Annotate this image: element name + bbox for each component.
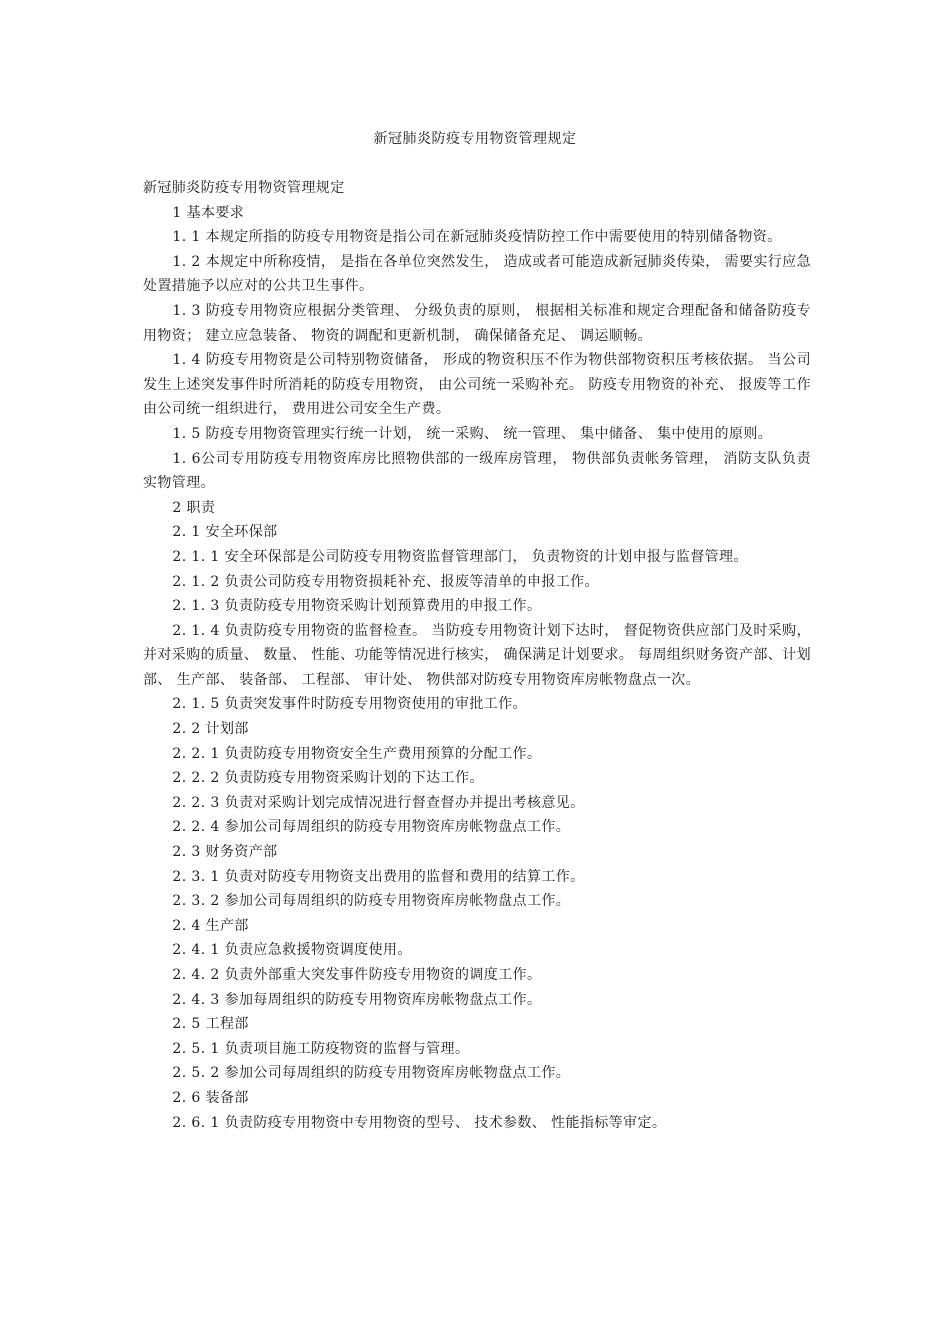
document-paragraph: 1. 6公司专用防疫专用物资库房比照物供部的一级库房管理， 物供部负责帐务管理， 消防支队负责实物管理。 [143,450,811,492]
document-paragraph: 1. 4 防疫专用物资是公司特别物资储备， 形成的物资积压不作为物供部物资积压考核依据。 当公司发生上述突发事件时所消耗的防疫专用物资， 由公司统一采购补充。 防疫专用物资的补充、 报废等工作由公司统一组织进行， 费用进公司安全生产费。 [143,352,811,418]
document-paragraph: 2. 1. 4 负责防疫专用物资的监督检查。 当防疫专用物资计划下达时， 督促物资供应部门及时采购， 并对采购的质量、 数量、 性能、功能等情况进行核实， 确保满足计划要求。 每周组织财务资产部、计划部、 生产部、 装备部、 工程部、 审计处、 物供部对防疫专用物资库房帐物盘点一次。 [143,622,811,688]
document-paragraph: 1. 5 防疫专用物资管理实行统一计划， 统一采购、 统一管理、 集中储备、 集中使用的原则。 [172,425,773,442]
document-paragraph: 2 职责 [172,499,216,516]
document-paragraph: 2. 3 财务资产部 [172,844,278,861]
document-paragraph: 1. 1 本规定所指的防疫专用物资是指公司在新冠肺炎疫情防控工作中需要使用的特别储备物资。 [172,229,782,246]
document-paragraph: 2. 4. 1 负责应急救援物资调度使用。 [172,942,412,959]
document-paragraph: 2. 5 工程部 [172,1016,249,1033]
document-paragraph: 2. 1. 1 安全环保部是公司防疫专用物资监督管理部门， 负责物资的计划申报与监督管理。 [172,548,748,565]
document-paragraph: 2. 4 生产部 [172,917,249,934]
document-paragraph: 2. 2. 2 负责防疫专用物资采购计划的下达工作。 [172,770,484,787]
document-paragraph: 2. 6. 1 负责防疫专用物资中专用物资的型号、 技术参数、 性能指标等审定。 [172,1114,667,1131]
document-paragraph: 2. 3. 2 参加公司每周组织的防疫专用物资库房帐物盘点工作。 [172,893,571,910]
document-paragraph: 1. 3 防疫专用物资应根据分类管理、 分级负责的原则， 根据相关标准和规定合理配备和储备防疫专用物资； 建立应急装备、 物资的调配和更新机制， 确保储备充足、 调运顺畅。 [143,302,811,344]
document-paragraph: 2. 2. 4 参加公司每周组织的防疫专用物资库房帐物盘点工作。 [172,819,571,836]
document-body [143,176,811,1135]
document-paragraph: 2. 2. 1 负责防疫专用物资安全生产费用预算的分配工作。 [172,745,542,762]
document-paragraph: 2. 1. 5 负责突发事件时防疫专用物资使用的审批工作。 [172,696,527,713]
document-paragraph: 2. 4. 3 参加每周组织的防疫专用物资库房帐物盘点工作。 [172,991,542,1008]
document-paragraph: 2. 1 安全环保部 [172,524,278,541]
document-paragraph: 2. 1. 3 负责防疫专用物资采购计划预算费用的申报工作。 [172,598,542,615]
document-paragraph: 2. 6 装备部 [172,1089,249,1106]
document-title: 新冠肺炎防疫专用物资管理规定 [373,131,577,147]
document-paragraph: 1. 2 本规定中所称疫情， 是指在各单位突然发生， 造成或者可能造成新冠肺炎传染， 需要实行应急处置措施予以应对的公共卫生事件。 [143,253,811,295]
document-heading-repeat: 新冠肺炎防疫专用物资管理规定 [143,180,345,196]
document-paragraph: 2. 3. 1 负责对防疫专用物资支出费用的监督和费用的结算工作。 [172,868,585,885]
document-paragraph: 2. 1. 2 负责公司防疫专用物资损耗补充、报废等清单的申报工作。 [172,573,599,590]
document-paragraph: 2. 2 计划部 [172,721,249,738]
document-paragraph: 1 基本要求 [172,204,245,221]
document-paragraph: 2. 5. 2 参加公司每周组织的防疫专用物资库房帐物盘点工作。 [172,1065,571,1082]
document-paragraph: 2. 5. 1 负责项目施工防疫物资的监督与管理。 [172,1040,470,1057]
document-paragraph: 2. 4. 2 负责外部重大突发事件防疫专用物资的调度工作。 [172,967,542,983]
document-paragraph: 2. 2. 3 负责对采购计划完成情况进行督查督办并提出考核意见。 [172,794,585,811]
